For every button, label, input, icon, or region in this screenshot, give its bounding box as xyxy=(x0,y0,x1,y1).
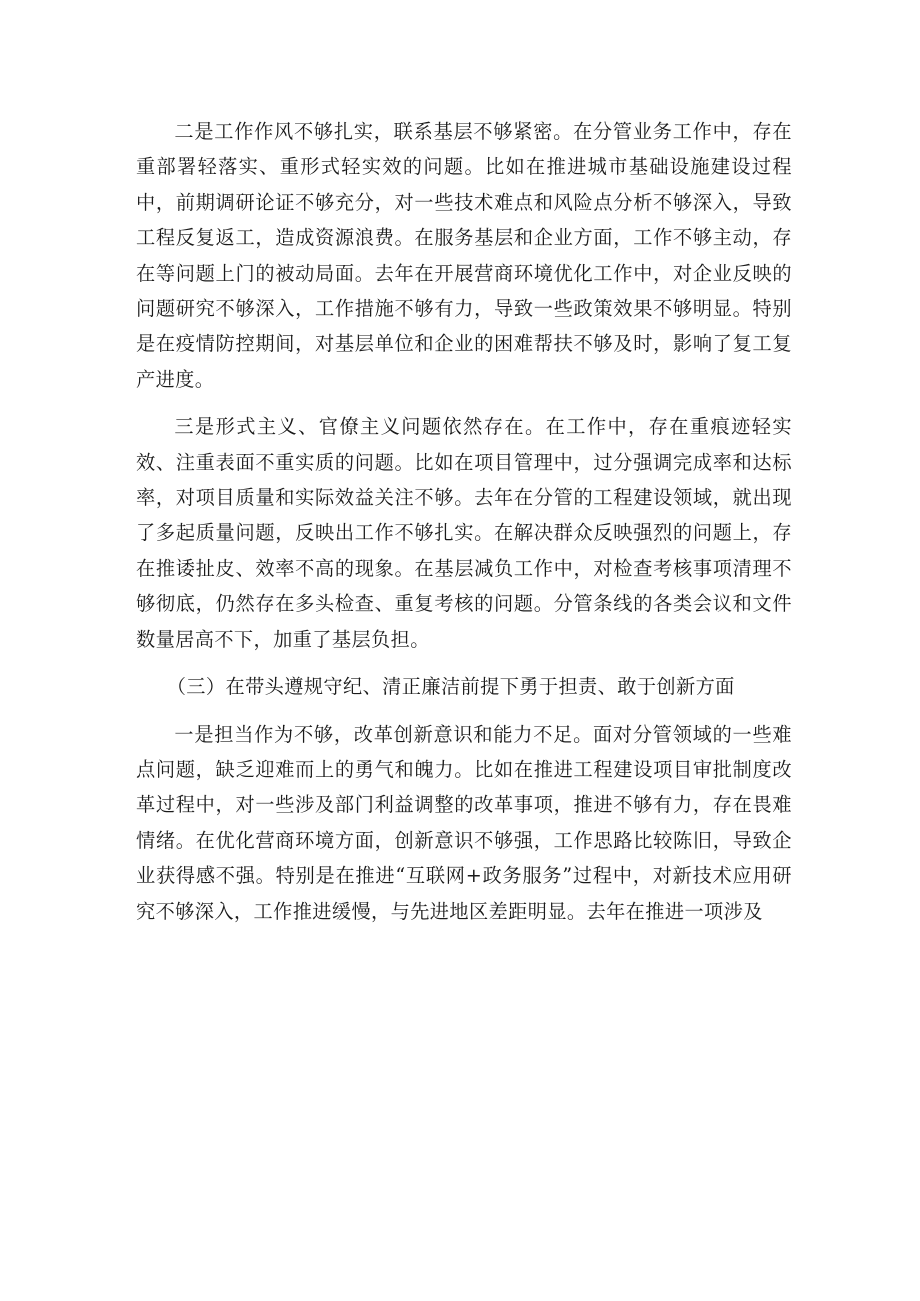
paragraph-work-style: 二是工作作风不够扎实，联系基层不够紧密。在分管业务工作中，存在重部署轻落实、重形式轻实效的问题。比如在推进城市基础设施建设过程中，前期调研论证不够充分，对一些技术难点和风险点分析不够深入，导致工程反复返工，造成资源浪费。在服务基层和企业方面，工作不够主动，存在等问题上门的被动局面。去年在开展营商环境优化工作中，对企业反映的问题研究不够深入，工作措施不够有力，导致一些政策效果不够明显。特别是在疫情防控期间，对基层单位和企业的困难帮扶不够及时，影响了复工复产进度。 xyxy=(136,120,792,391)
document-page xyxy=(136,114,792,929)
paragraph-responsibility: 一是担当作为不够，改革创新意识和能力不足。面对分管领域的一些难点问题，缺乏迎难而上的勇气和魄力。比如在推进工程建设项目审批制度改革过程中，对一些涉及部门利益调整的改革事项，推进不够有力，存在畏难情绪。在优化营商环境方面，创新意识不够强，工作思路比较陈旧，导致企业获得感不强。特别是在推进“互联网+政务服务”过程中，对新技术应用研究不够深入，工作推进缓慢，与先进地区差距明显。去年在推进一项涉及 xyxy=(136,722,792,923)
section-heading: （三）在带头遵规守纪、清正廉洁前提下勇于担责、敢于创新方面 xyxy=(166,675,735,699)
paragraph-formalism: 三是形式主义、官僚主义问题依然存在。在工作中，存在重痕迹轻实效、注重表面不重实质的问题。比如在项目管理中，过分强调完成率和达标率，对项目质量和实际效益关注不够。去年在分管的工程建设领域，就出现了多起质量问题，反映出工作不够扎实。在解决群众反映强烈的问题上，存在推诿扯皮、效率不高的现象。在基层减负工作中，对检查考核事项清理不够彻底，仍然存在多头检查、重复考核的问题。分管条线的各类会议和文件数量居高不下，加重了基层负担。 xyxy=(136,415,792,651)
